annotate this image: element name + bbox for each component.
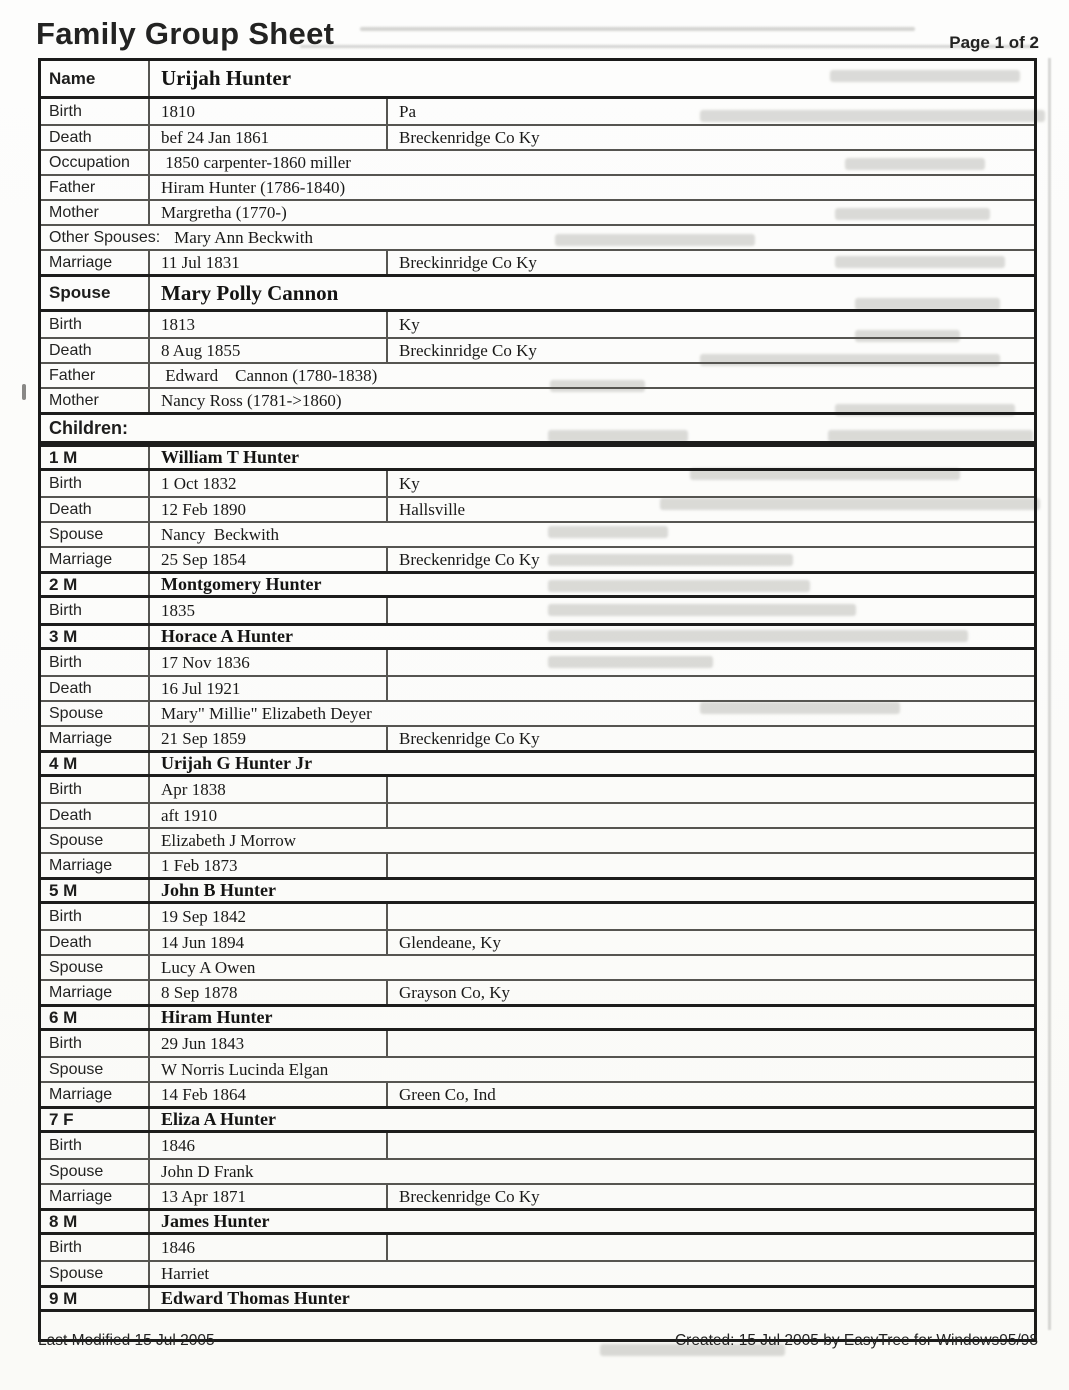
field-value: 1835 [150, 598, 388, 623]
field-label: Birth [41, 777, 150, 802]
field-label: Marriage [41, 727, 150, 750]
field-place [388, 777, 1034, 802]
field-row [41, 387, 1034, 412]
field-label: Spouse [41, 1160, 150, 1183]
child-header-row [41, 444, 1034, 471]
field-label: Birth [41, 650, 150, 675]
field-row [41, 725, 1034, 750]
bleed-through-border-line [1048, 58, 1051, 1330]
field-row [41, 496, 1034, 521]
child-number: 9 M [41, 1288, 150, 1309]
field-label: Spouse [41, 1058, 150, 1081]
field-place: Pa [399, 101, 416, 121]
field-label: Occupation [41, 151, 150, 174]
child-name: Edward Thomas Hunter [161, 1288, 350, 1308]
child-number: 7 F [41, 1109, 150, 1130]
field-place [388, 854, 1034, 877]
field-place [388, 1031, 1034, 1056]
field-label: Mother [41, 389, 150, 412]
field-label: Father [41, 176, 150, 199]
field-row [41, 124, 1034, 149]
field-label: Mother [41, 201, 150, 224]
child-number: 6 M [41, 1007, 150, 1028]
field-value: Harriet [161, 1263, 210, 1283]
field-value: Edward Cannon (1780-1838) [161, 365, 378, 385]
other-spouses-cell [41, 226, 1034, 249]
child-name: Urijah G Hunter Jr [161, 753, 313, 773]
field-row [41, 149, 1034, 174]
field-value: 21 Sep 1859 [150, 727, 388, 750]
field-label: Death [41, 804, 150, 827]
field-value: 16 Jul 1921 [150, 677, 388, 700]
field-place: Ky [399, 314, 420, 334]
field-label: Spouse [41, 1262, 150, 1285]
field-place: Breckinridge Co Ky [399, 252, 537, 272]
field-row [41, 650, 1034, 675]
field-row [41, 802, 1034, 827]
field-row [41, 1081, 1034, 1106]
field-value: Mary" Millie" Elizabeth Deyer [161, 703, 372, 723]
child-number: 8 M [41, 1211, 150, 1232]
field-label: Other Spouses: [49, 228, 161, 246]
field-value: Apr 1838 [150, 777, 388, 802]
field-value: Elizabeth J Morrow [161, 830, 297, 850]
field-label: Birth [41, 1031, 150, 1056]
field-label: Spouse [41, 523, 150, 546]
field-value: 29 Jun 1843 [150, 1031, 388, 1056]
field-place: Glendeane, Ky [399, 932, 501, 952]
field-value: 14 Feb 1864 [150, 1083, 388, 1106]
field-row [41, 777, 1034, 802]
field-row [41, 1235, 1034, 1260]
page-indicator: Page 1 of 2 [949, 33, 1039, 52]
child-header-row [41, 571, 1034, 598]
field-label: Spouse [41, 956, 150, 979]
person-name: Mary Polly Cannon [161, 280, 339, 305]
field-row [41, 598, 1034, 623]
field-label: Marriage [41, 548, 150, 571]
field-row [41, 174, 1034, 199]
field-place: Breckenridge Co Ky [399, 127, 540, 147]
field-label: Marriage [41, 1185, 150, 1208]
child-name: John B Hunter [161, 880, 277, 900]
field-label: Death [41, 339, 150, 362]
field-value: 17 Nov 1836 [150, 650, 388, 675]
field-value: 1850 carpenter-1860 miller [161, 152, 351, 172]
field-place: Breckenridge Co Ky [399, 728, 540, 748]
child-header-row [41, 623, 1034, 650]
child-number: 4 M [41, 753, 150, 774]
field-row [41, 675, 1034, 700]
child-number: 3 M [41, 626, 150, 647]
field-value: 13 Apr 1871 [150, 1185, 388, 1208]
field-label: Marriage [41, 981, 150, 1004]
page-title: Family Group Sheet [36, 16, 335, 51]
field-row [41, 1158, 1034, 1183]
child-name: Eliza A Hunter [161, 1109, 277, 1129]
field-value: 19 Sep 1842 [150, 904, 388, 929]
field-value: Nancy Ross (1781->1860) [161, 390, 342, 410]
child-header-row [41, 1285, 1034, 1312]
field-value: John D Frank [161, 1161, 254, 1181]
field-value: Hiram Hunter (1786-1840) [161, 177, 346, 197]
field-row [41, 471, 1034, 496]
field-label: Marriage [41, 251, 150, 274]
field-place [388, 804, 1034, 827]
field-row [41, 1260, 1034, 1285]
field-row [41, 1183, 1034, 1208]
person-name: Urijah Hunter [161, 66, 292, 90]
field-label: Birth [41, 598, 150, 623]
last-modified-text: Last Modified 15 Jul 2005 [38, 1332, 215, 1349]
field-value: Mary Ann Beckwith [174, 227, 313, 247]
field-value: 1810 [150, 99, 388, 124]
field-label: Death [41, 126, 150, 149]
field-value: 8 Aug 1855 [150, 339, 388, 362]
child-header-row [41, 1208, 1034, 1235]
field-place: Hallsville [399, 499, 466, 519]
field-label: Birth [41, 99, 150, 124]
field-place: Breckinridge Co Ky [399, 340, 537, 360]
field-row [41, 700, 1034, 725]
field-row [41, 546, 1034, 571]
field-row [41, 362, 1034, 387]
field-row [41, 1133, 1034, 1158]
field-value: 1813 [150, 312, 388, 337]
scan-streak [300, 45, 1035, 48]
field-value: 1846 [150, 1133, 388, 1158]
field-value: 8 Sep 1878 [150, 981, 388, 1004]
field-place [388, 904, 1034, 929]
stray-pen-mark [22, 384, 26, 400]
field-place: Breckenridge Co Ky [399, 1186, 540, 1206]
field-value: 1 Feb 1873 [150, 854, 388, 877]
field-value: 12 Feb 1890 [150, 498, 388, 521]
child-number: 5 M [41, 880, 150, 901]
field-place [388, 598, 1034, 623]
field-place: Green Co, Ind [399, 1084, 496, 1104]
child-header-row [41, 750, 1034, 777]
field-row [41, 904, 1034, 929]
field-label: Death [41, 677, 150, 700]
section-label: Name [41, 61, 150, 96]
field-value: Margretha (1770-) [161, 202, 287, 222]
child-name: Hiram Hunter [161, 1007, 273, 1027]
field-row [41, 99, 1034, 124]
field-place [388, 650, 1034, 675]
field-label: Birth [41, 1133, 150, 1158]
field-row [41, 199, 1034, 224]
page-footer [38, 1332, 1038, 1350]
field-place [388, 677, 1034, 700]
person-header-row [41, 274, 1034, 312]
field-place: Grayson Co, Ky [399, 982, 510, 1002]
children-heading-row [41, 412, 1034, 444]
section-label: Spouse [41, 277, 150, 309]
field-label: Birth [41, 471, 150, 496]
field-label: Spouse [41, 829, 150, 852]
child-name: William T Hunter [161, 447, 300, 467]
field-row [41, 827, 1034, 852]
child-name: Horace A Hunter [161, 626, 293, 646]
child-header-row [41, 1106, 1034, 1133]
field-place [388, 1133, 1034, 1158]
field-label: Death [41, 498, 150, 521]
child-header-row [41, 1004, 1034, 1031]
child-number: 1 M [41, 447, 150, 468]
child-name: James Hunter [161, 1211, 270, 1231]
field-value: 11 Jul 1831 [150, 251, 388, 274]
scan-streak [360, 27, 915, 31]
field-label: Marriage [41, 1083, 150, 1106]
field-value: 14 Jun 1894 [150, 931, 388, 954]
field-value: Lucy A Owen [161, 957, 256, 977]
child-header-row [41, 877, 1034, 904]
created-by-text: Created: 15 Jul 2005 by EasyTree for Windows95/98 [674, 1332, 1038, 1349]
field-row [41, 979, 1034, 1004]
field-value: 1846 [150, 1235, 388, 1260]
field-label: Death [41, 931, 150, 954]
child-name: Montgomery Hunter [161, 574, 322, 594]
field-place: Breckenridge Co Ky [399, 549, 540, 569]
children-heading: Children: [49, 417, 128, 438]
field-row [41, 954, 1034, 979]
field-label: Father [41, 364, 150, 387]
field-row [41, 521, 1034, 546]
field-row [41, 249, 1034, 274]
field-value: Nancy Beckwith [161, 524, 280, 544]
field-label: Birth [41, 312, 150, 337]
field-value: aft 1910 [150, 804, 388, 827]
field-label: Birth [41, 1235, 150, 1260]
field-label: Marriage [41, 854, 150, 877]
field-row [41, 224, 1034, 249]
field-row [41, 1031, 1034, 1056]
field-row [41, 929, 1034, 954]
person-header-row [41, 61, 1034, 99]
field-label: Birth [41, 904, 150, 929]
field-place: Ky [399, 473, 420, 493]
field-row [41, 852, 1034, 877]
family-group-table [38, 58, 1037, 1342]
field-value: 25 Sep 1854 [150, 548, 388, 571]
field-label: Spouse [41, 702, 150, 725]
field-row [41, 312, 1034, 337]
field-value: bef 24 Jan 1861 [150, 126, 388, 149]
field-row [41, 1056, 1034, 1081]
child-number: 2 M [41, 574, 150, 595]
field-place [388, 1235, 1034, 1260]
field-row [41, 337, 1034, 362]
field-value: 1 Oct 1832 [150, 471, 388, 496]
field-value: W Norris Lucinda Elgan [161, 1059, 329, 1079]
